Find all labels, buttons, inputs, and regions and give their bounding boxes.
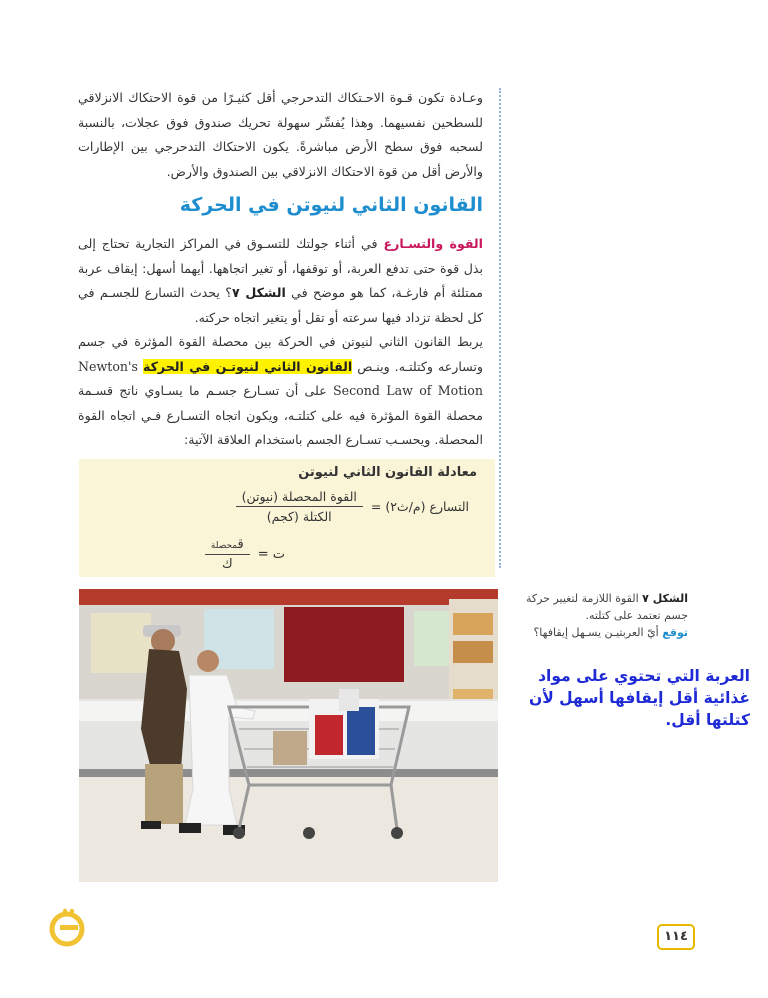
predict-label: توقع xyxy=(662,626,688,639)
equation-box xyxy=(79,459,495,577)
section-heading: القانون الثاني لنيوتن في الحركة xyxy=(179,194,483,216)
paragraph-text: ؟ يحدث التسارع للجسـم في كل لحظة تزداد فيها سرعته أو تقل أو يتغير اتجاه حركته. xyxy=(78,285,483,325)
column-divider xyxy=(499,88,501,568)
shopping-cart-illustration xyxy=(79,589,498,882)
symbol-fraction xyxy=(205,537,250,572)
paragraph-rolling-friction xyxy=(78,86,483,184)
equation-title: معادلة القانون الثاني لنيوتن xyxy=(298,465,477,480)
paragraph-second-law xyxy=(78,330,483,453)
equation-words xyxy=(236,489,469,524)
figure-reference: الشكل ٧ xyxy=(231,285,286,300)
paragraph-text: يربط القانون الثاني لنيوتن في الحركة بين محصلة القوة المؤثرة في جسم وتسارعه وكتلتـه. وينـص xyxy=(78,334,483,374)
symbol-numerator xyxy=(205,537,250,555)
symbol-subscript: محصلة xyxy=(210,541,238,551)
equation-lhs: التسارع (م/ث٢) = xyxy=(370,499,469,514)
highlighted-term: القانون الثاني لنيوتـن في الحركة xyxy=(142,358,353,374)
figure-label: الشكل ٧ xyxy=(642,592,688,605)
paragraph-text: في أثناء جولتك للتسـوق في المراكز التجارية تحتاج إلى بذل قوة حتى تدفع العربة، أو توقفها، أو تغير اتجاهها. أيهما أسهل: إيقاف عربة ممتلئة أم فارغـة، كما هو موضح في xyxy=(78,236,483,300)
equation-symbols xyxy=(205,537,285,572)
equation-denominator: الكتلة (كجم) xyxy=(266,509,332,524)
figure-photo-shopping-cart xyxy=(79,589,498,882)
paragraph-text: وعـادة تكون قـوة الاحـتكاك التدحرجي أقل كثيـرًا من قوة الاحتكاك الانزلاقي للسطحين نفسيهما. وهذا يُفسِّر سهولة تحريك صندوق فوق عجلات، بالنسبة لسحبه فوق سطح الأرض مباشرةً. يكون الاحتكاك التدحرجي بين الإطارات والأرض أقل من قوة الاحتكاك الانزلاقي بين الصندوق والأرض. xyxy=(78,90,483,179)
symbol-lhs: ت = xyxy=(257,547,285,562)
equation-numerator: القوة المحصلة (نيوتن) xyxy=(236,489,363,507)
english-term: Newton's Second Law of Motion xyxy=(78,358,483,398)
paragraph-text: على أن تسـارع جسـم ما يسـاوي ناتج قسـمة محصلة القوة المؤثرة فيه على كتلتـه، ويكون اتجاه التسـارع فـي اتجاه القوة المحصلة. ويحسـب تسـارع الجسم باستخدام العلاقة الآتية: xyxy=(78,383,483,447)
lead-term: القوة والتسـارع xyxy=(383,236,483,251)
publisher-logo-icon xyxy=(46,905,88,947)
page-number: ١١٤ xyxy=(657,924,695,950)
symbol-denominator: ك xyxy=(221,557,233,572)
handwritten-answer: العربة التي تحتوي على مواد غذائية أقل إيقافها أسهل لأن كتلتها أقل. xyxy=(529,667,750,729)
paragraph-force-acceleration xyxy=(78,232,483,330)
equation-fraction xyxy=(236,489,363,524)
predict-text: أيّ العربتيـن يسـهل إيقافها؟ xyxy=(533,626,663,639)
figure-caption xyxy=(513,590,688,641)
caption-text: القوة اللازمة لتغيير حركة جسم تعتمد على كتلته. xyxy=(525,592,688,622)
symbol-force: ق xyxy=(237,537,244,552)
